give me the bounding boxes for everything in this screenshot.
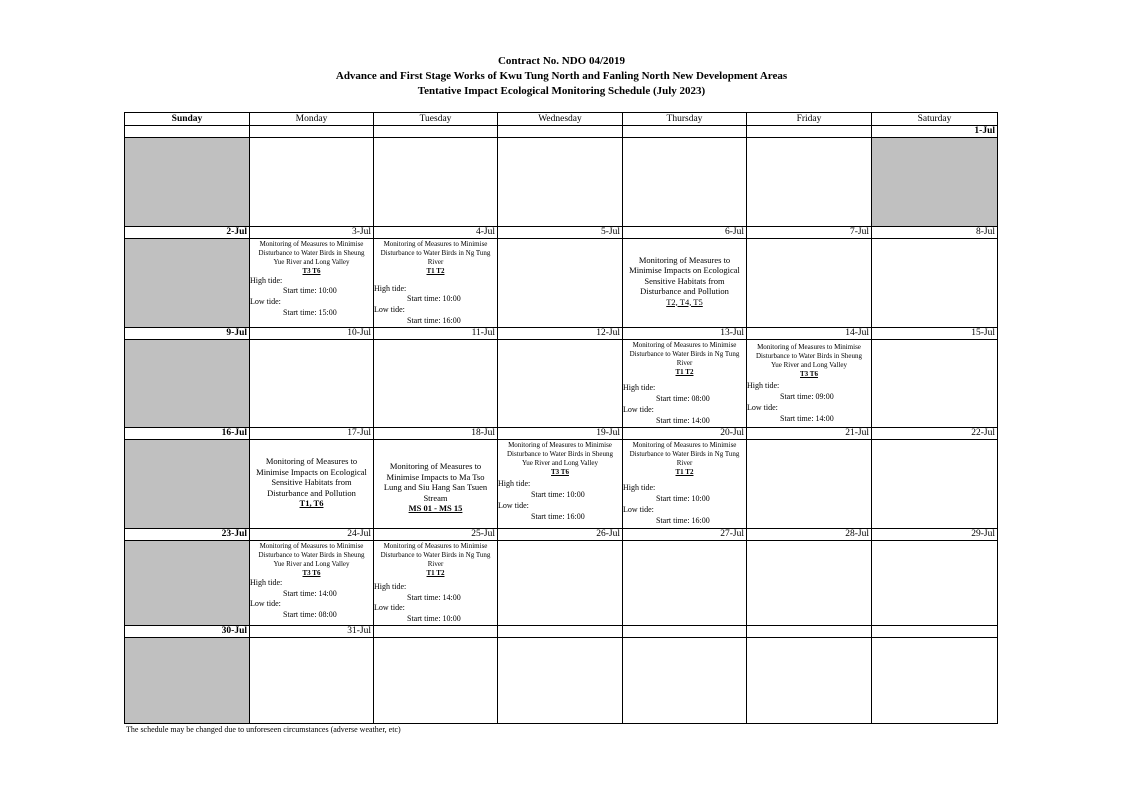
date-cell: 26-Jul	[498, 528, 623, 540]
day-cell	[250, 638, 374, 724]
monitoring-event	[250, 239, 373, 276]
date-cell	[747, 126, 872, 138]
date-cell: 27-Jul	[623, 528, 747, 540]
event-title: Monitoring of Measures to Minimise Disturbance to Water Birds in Ng Tung River	[380, 239, 491, 266]
date-cell: 4-Jul	[374, 226, 498, 238]
day-cell	[623, 440, 747, 528]
document-header	[0, 54, 1123, 99]
day-cell	[623, 138, 747, 226]
day-cell	[747, 440, 872, 528]
date-cell: 15-Jul	[872, 328, 998, 340]
date-row-week-5	[125, 528, 998, 540]
date-cell	[498, 626, 623, 638]
event-title: Monitoring of Measures to Minimise Impacts on Ecological Sensitive Habitats from Disturbance and Pollution	[256, 456, 367, 498]
tide-schedule	[250, 276, 373, 319]
event-code: T1 T2	[675, 368, 694, 377]
date-cell: 8-Jul	[872, 226, 998, 238]
day-cell	[374, 638, 498, 724]
event-title: Monitoring of Measures to Minimise Disturbance to Water Birds in Ng Tung River	[629, 441, 740, 468]
tide-schedule	[623, 477, 746, 526]
day-cell-shaded	[125, 340, 250, 428]
day-cell	[498, 440, 623, 528]
tide-schedule	[623, 377, 746, 426]
event-title: Monitoring of Measures to Minimise Disturbance to Water Birds in Sheung Yue River and Long Valley	[258, 239, 365, 266]
date-cell: 13-Jul	[623, 328, 747, 340]
date-cell: 11-Jul	[374, 328, 498, 340]
day-cell	[747, 638, 872, 724]
high-tide-time: Start time: 08:00	[656, 394, 710, 404]
monitoring-event	[374, 239, 497, 276]
low-tide-label: Low tide:	[747, 403, 778, 413]
date-cell	[747, 626, 872, 638]
high-tide-label: High tide:	[374, 283, 407, 293]
date-cell: 3-Jul	[250, 226, 374, 238]
date-cell: 21-Jul	[747, 428, 872, 440]
date-cell: 6-Jul	[623, 226, 747, 238]
event-title: Monitoring of Measures to Minimise Disturbance to Water Birds in Ng Tung River	[629, 341, 740, 368]
day-cell-shaded	[125, 238, 250, 328]
high-tide-label: High tide:	[374, 581, 407, 591]
date-cell	[374, 626, 498, 638]
contract-number: Contract No. NDO 04/2019	[497, 55, 626, 67]
day-cell	[747, 138, 872, 226]
day-cell	[872, 440, 998, 528]
date-cell: 30-Jul	[125, 626, 250, 638]
day-cell	[747, 238, 872, 328]
day-cell	[250, 340, 374, 428]
low-tide-time: Start time: 14:00	[656, 415, 710, 425]
date-cell	[498, 126, 623, 138]
weekday-tuesday: Tuesday	[374, 113, 498, 126]
event-title: Monitoring of Measures to Minimise Disturbance to Water Birds in Sheung Yue River and Long Valley	[755, 343, 863, 370]
low-tide-label: Low tide:	[250, 297, 281, 307]
day-cell	[747, 540, 872, 626]
day-cell	[498, 340, 623, 428]
date-cell: 29-Jul	[872, 528, 998, 540]
date-cell: 28-Jul	[747, 528, 872, 540]
date-cell	[623, 626, 747, 638]
monitoring-event	[747, 340, 871, 379]
day-cell	[872, 340, 998, 428]
day-cell	[623, 540, 747, 626]
event-code: T1 T2	[426, 266, 445, 275]
day-cell	[374, 340, 498, 428]
date-cell: 20-Jul	[623, 428, 747, 440]
weekday-saturday: Saturday	[872, 113, 998, 126]
day-cell	[374, 440, 498, 528]
date-cell	[623, 126, 747, 138]
monitoring-event	[250, 440, 373, 509]
monitoring-event	[250, 541, 373, 578]
event-code: T2, T4, T5	[666, 296, 703, 307]
high-tide-label: High tide:	[498, 479, 531, 489]
high-tide-time: Start time: 10:00	[407, 294, 461, 304]
date-row-week-1	[125, 126, 998, 138]
weekday-friday: Friday	[747, 113, 872, 126]
high-tide-time: Start time: 09:00	[780, 392, 834, 402]
tide-schedule	[250, 578, 373, 621]
low-tide-label: Low tide:	[250, 599, 281, 609]
day-cell	[872, 638, 998, 724]
date-cell: 7-Jul	[747, 226, 872, 238]
date-row-week-6	[125, 626, 998, 638]
date-cell: 9-Jul	[125, 328, 250, 340]
date-cell	[250, 126, 374, 138]
monitoring-calendar	[124, 112, 998, 724]
tide-schedule	[498, 477, 622, 522]
day-cell	[623, 238, 747, 328]
weekday-sunday: Sunday	[125, 113, 250, 126]
high-tide-label: High tide:	[250, 275, 283, 285]
schedule-title: Tentative Impact Ecological Monitoring Schedule (July 2023)	[417, 85, 706, 97]
weekday-thursday: Thursday	[623, 113, 747, 126]
day-cell	[623, 638, 747, 724]
high-tide-label: High tide:	[747, 381, 780, 391]
monitoring-event	[623, 440, 746, 477]
high-tide-time: Start time: 10:00	[283, 286, 337, 296]
high-tide-time: Start time: 14:00	[283, 588, 337, 598]
date-row-week-4	[125, 428, 998, 440]
monitoring-event	[623, 340, 746, 377]
low-tide-time: Start time: 14:00	[780, 413, 834, 423]
low-tide-label: Low tide:	[374, 603, 405, 613]
date-row-week-3	[125, 328, 998, 340]
high-tide-time: Start time: 14:00	[407, 592, 461, 602]
low-tide-time: Start time: 16:00	[407, 316, 461, 326]
event-code: T1 T2	[675, 468, 694, 477]
weekday-wednesday: Wednesday	[498, 113, 623, 126]
content-row-week-5	[125, 540, 998, 626]
day-cell	[498, 138, 623, 226]
date-cell: 19-Jul	[498, 428, 623, 440]
day-cell	[374, 138, 498, 226]
day-cell	[250, 540, 374, 626]
day-cell	[374, 540, 498, 626]
day-cell-shaded	[125, 638, 250, 724]
low-tide-time: Start time: 15:00	[283, 308, 337, 318]
event-title: Monitoring of Measures to Minimise Disturbance to Water Birds in Ng Tung River	[380, 541, 491, 568]
low-tide-label: Low tide:	[623, 504, 654, 514]
high-tide-time: Start time: 10:00	[656, 493, 710, 503]
event-code: T1, T6	[299, 498, 324, 509]
event-code: T3 T6	[800, 370, 818, 379]
event-title: Monitoring of Measures to Minimise Impacts on Ecological Sensitive Habitats from Disturbance and Pollution	[629, 254, 740, 297]
day-cell	[747, 340, 872, 428]
low-tide-time: Start time: 16:00	[531, 511, 585, 521]
monitoring-event	[374, 541, 497, 578]
date-cell: 23-Jul	[125, 528, 250, 540]
low-tide-time: Start time: 08:00	[283, 610, 337, 620]
high-tide-label: High tide:	[623, 483, 656, 493]
project-title: Advance and First Stage Works of Kwu Tung North and Fanling North New Development Areas	[335, 70, 788, 82]
date-cell: 31-Jul	[250, 626, 374, 638]
event-code: T3 T6	[302, 266, 321, 275]
monitoring-event	[374, 440, 497, 514]
date-cell: 12-Jul	[498, 328, 623, 340]
day-cell-shaded	[125, 138, 250, 226]
event-code: T3 T6	[551, 468, 569, 477]
date-cell: 5-Jul	[498, 226, 623, 238]
tide-schedule	[374, 276, 497, 327]
tide-schedule	[374, 578, 497, 625]
low-tide-label: Low tide:	[623, 405, 654, 415]
day-cell-shaded	[125, 440, 250, 528]
content-row-week-3	[125, 340, 998, 428]
day-cell	[374, 238, 498, 328]
event-code: T3 T6	[302, 568, 321, 577]
date-cell: 2-Jul	[125, 226, 250, 238]
day-cell	[872, 238, 998, 328]
day-cell	[498, 238, 623, 328]
monitoring-event	[498, 440, 622, 477]
day-cell	[498, 638, 623, 724]
high-tide-time: Start time: 10:00	[531, 489, 585, 499]
content-row-week-4	[125, 440, 998, 528]
date-cell: 24-Jul	[250, 528, 374, 540]
date-cell	[374, 126, 498, 138]
low-tide-label: Low tide:	[498, 500, 529, 510]
low-tide-time: Start time: 16:00	[656, 515, 710, 525]
event-title: Monitoring of Measures to Minimise Disturbance to Water Birds in Sheung Yue River and Long Valley	[258, 541, 365, 568]
tide-schedule	[747, 379, 871, 424]
date-cell: 25-Jul	[374, 528, 498, 540]
high-tide-label: High tide:	[623, 383, 656, 393]
day-cell-shaded	[872, 138, 998, 226]
date-cell	[125, 126, 250, 138]
date-cell: 17-Jul	[250, 428, 374, 440]
day-cell	[498, 540, 623, 626]
day-cell-shaded	[125, 540, 250, 626]
monitoring-event	[623, 239, 746, 308]
date-cell	[872, 626, 998, 638]
date-cell: 16-Jul	[125, 428, 250, 440]
day-cell	[250, 138, 374, 226]
event-code: MS 01 - MS 15	[408, 503, 463, 514]
date-cell: 22-Jul	[872, 428, 998, 440]
content-row-week-1	[125, 138, 998, 226]
schedule-footnote: The schedule may be changed due to unforeseen circumstances (adverse weather, etc)	[126, 725, 401, 734]
date-cell: 18-Jul	[374, 428, 498, 440]
weekday-monday: Monday	[250, 113, 374, 126]
event-title: Monitoring of Measures to Minimise Disturbance to Water Birds in Sheung Yue River and Long Valley	[506, 441, 614, 468]
day-cell	[250, 440, 374, 528]
event-title: Monitoring of Measures to Minimise Impacts to Ma Tso Lung and Siu Hang San Tsuen Stream	[383, 461, 488, 503]
date-cell: 1-Jul	[872, 126, 998, 138]
day-cell	[623, 340, 747, 428]
low-tide-time: Start time: 10:00	[407, 614, 461, 624]
date-cell: 10-Jul	[250, 328, 374, 340]
event-code: T1 T2	[426, 568, 445, 577]
content-row-week-2	[125, 238, 998, 328]
high-tide-label: High tide:	[250, 577, 283, 587]
date-row-week-2	[125, 226, 998, 238]
content-row-week-6	[125, 638, 998, 724]
day-cell	[872, 540, 998, 626]
weekday-header-row	[125, 113, 998, 126]
day-cell	[250, 238, 374, 328]
date-cell: 14-Jul	[747, 328, 872, 340]
low-tide-label: Low tide:	[374, 305, 405, 315]
